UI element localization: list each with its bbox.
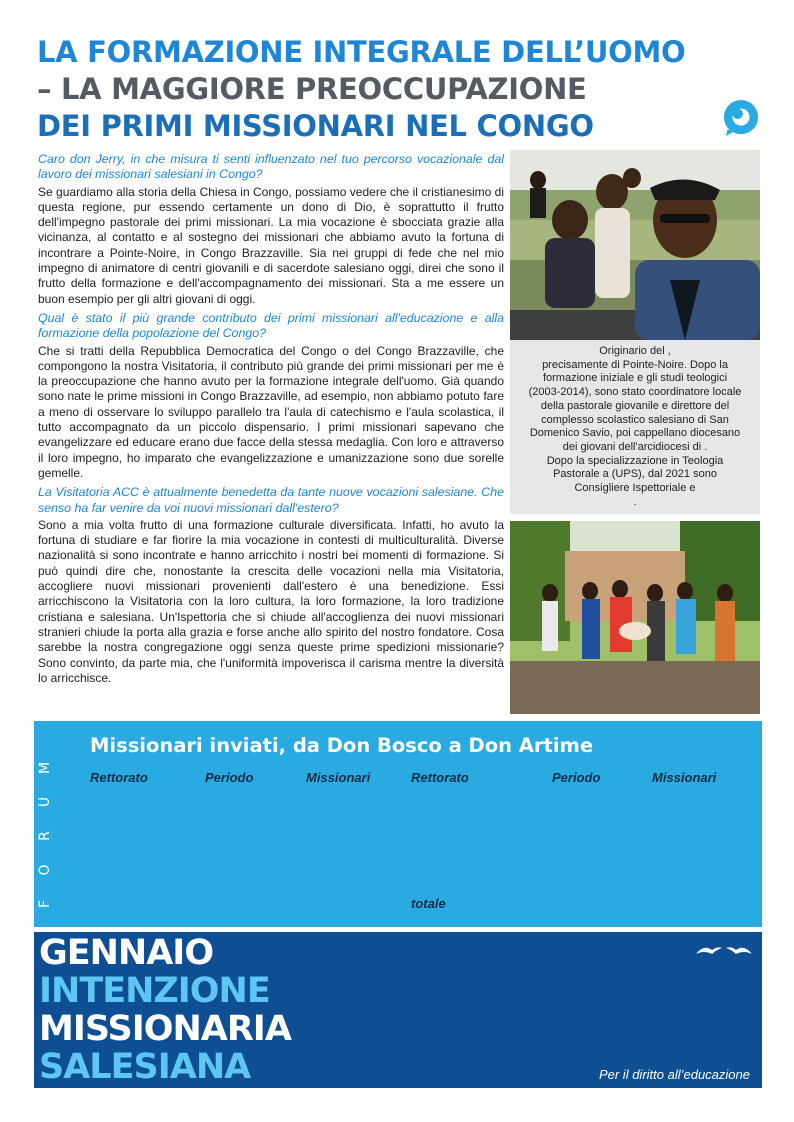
headline: [37, 34, 737, 145]
caption-line: Dopo la specializzazione in Teologia: [546, 454, 724, 467]
intention-line-4: SALESIANA: [39, 1047, 251, 1087]
forum-letter: U: [37, 796, 53, 808]
question-3: La Visitatoria ACC è attualmente benedetta da tante nuove vocazioni salesiane. Che senso ha far venire da voi nuovi missionari dall'estero?: [38, 485, 504, 515]
answer-2: Che si tratti della Repubblica Democratica del Congo o del Congo Brazzaville, che compongono la nostra Visitatoria, il contributo più grande dei primi missionari per me è la preoccupazione che hanno avuto per la formazione integrale dell'uomo. Già quando sono nate le prime missioni in Congo Brazzaville, ad esempio, non abbiamo potuto fare a meno di osservare lo sviluppo parallelo tra l'aula di catechismo e l'aula scolastica, il tutto accompagnato da un piccolo dispensario. I primi missionari sapevano che evangelizzare ed educare erano due facce della stessa medaglia. Con loro e attraverso il loro impegno, ho imparato che evangelizzazione e umanizzazione sono due sorelle gemelle.: [38, 343, 504, 480]
forum-letter: F: [37, 899, 53, 909]
headline-line-3: DEI PRIMI MISSIONARI NEL CONGO: [37, 109, 594, 143]
column-header-rettorato-2: Rettorato: [411, 770, 469, 785]
column-header-missionari: Missionari: [306, 770, 371, 785]
intention-line-3: MISSIONARIA: [39, 1009, 291, 1049]
caption-line: Originario del ,: [599, 345, 671, 357]
caption-line: .: [633, 495, 637, 508]
question-2: Qual è stato il più grande contributo dei primi missionari all'educazione e alla formazione della popolazione del Congo?: [38, 310, 504, 341]
interview-article: [38, 152, 504, 686]
intention-month: GENNAIO: [39, 933, 214, 973]
column-header-periodo: Periodo: [205, 770, 254, 785]
forum-letter: R: [37, 831, 53, 841]
column-header-missionari-2: Missionari: [652, 770, 717, 785]
group-photo: [510, 521, 760, 714]
caption-line: (2003-2014), sono stato coordinatore locale: [528, 386, 742, 399]
missionary-intention-box: [34, 932, 762, 1088]
headline-line-2: – LA MAGGIORE PREOCCUPAZIONE: [37, 72, 587, 106]
forum-letter: M: [37, 761, 53, 775]
caption-line: precisamente di Pointe-Noire. Dopo la: [542, 358, 728, 371]
caption-line: formazione iniziale e gli studi teologici: [542, 372, 728, 385]
forum-title: Missionari inviati, da Don Bosco a Don Artime: [90, 734, 594, 757]
caption-line: Consigliere Ispettoriale e: [574, 482, 696, 495]
column-header-rettorato: Rettorato: [90, 770, 148, 785]
caption-line: dei giovani dell'arcidiocesi di .: [562, 440, 708, 453]
forum-box: [34, 721, 762, 927]
caption-line: complesso scolastico salesiano di San: [541, 413, 729, 426]
forum-vertical-label: [37, 751, 62, 921]
selfie-photo: [510, 150, 760, 340]
intention-line-2: INTENZIONE: [39, 971, 270, 1011]
intention-tagline: Per il diritto all’educazione: [598, 1067, 750, 1082]
caption-line: Domenico Savio, poi cappellano diocesano: [529, 427, 741, 440]
caption-line: Pastorale a (UPS), dal 2021 sono: [553, 468, 717, 481]
bio-caption: [510, 340, 760, 514]
birds-icon: [694, 940, 754, 962]
answer-3: Sono a mia volta frutto di una formazione culturale diversificata. Infatti, ho avuto la fortuna di studiare e far fiorire la mia vocazione in contesti di multiculturalità. Diverse nazionalità si sono incontrate e hanno arricchito i nostri bei momenti di formazione. Si può quindi dire che, nonostante la crescita delle vocazioni nella mia Visitatoria, accogliere nuovi missionari provenienti dall'estero è una benedizione. Essi arricchiscono la Visitatoria con la loro cultura, la loro formazione, la loro tradizione cristiana e salesiana. Un'Ispettoria che si chiude all'accoglienza dei nuovi missionari stranieri chiude la porta alla grazia e forse anche allo spirito del nostro fondatore. Cosa sarebbe la nostra congregazione oggi senza queste prime spedizioni missionarie? Sono convinto, da parte mia, che l'uniformità impoverisca il carisma mentre la diversità lo arricchisce.: [38, 517, 504, 685]
answer-1: Se guardiamo alla storia della Chiesa in Congo, possiamo vedere che il cristianesimo di questa regione, pur essendo certamente un dono di Dio, è soprattutto il frutto dell'impegno pastorale dei primi missionari. La mia vocazione è sbocciata grazie alla vicinanza, al contatto e al sostegno dei missionari che abbiamo avuto la fortuna di incontrare a Pointe-Noire, in Congo Brazzaville. Sia nei gruppi di fede che nel mio impegno di animatore di centri giovanili e di sacerdote salesiano oggi, direi che sono il frutto della formazione e dell'accompagnamento dei missionari. Sta a me essere un buon esempio per gli altri giovani di oggi.: [38, 184, 504, 306]
forum-letter: O: [37, 864, 53, 876]
column-header-periodo-2: Periodo: [552, 770, 601, 785]
total-label: totale: [411, 896, 446, 911]
question-1: Caro don Jerry, in che misura ti senti influenzato nel tuo percorso vocazionale dal lavoro dei missionari salesiani in Congo?: [38, 152, 504, 182]
headline-line-1: LA FORMAZIONE INTEGRALE DELL’UOMO: [37, 35, 686, 69]
chat-bubble-logo-icon: [722, 99, 760, 137]
caption-line: della pastorale giovanile e direttore del: [540, 399, 730, 412]
intention-title: [39, 934, 291, 1086]
